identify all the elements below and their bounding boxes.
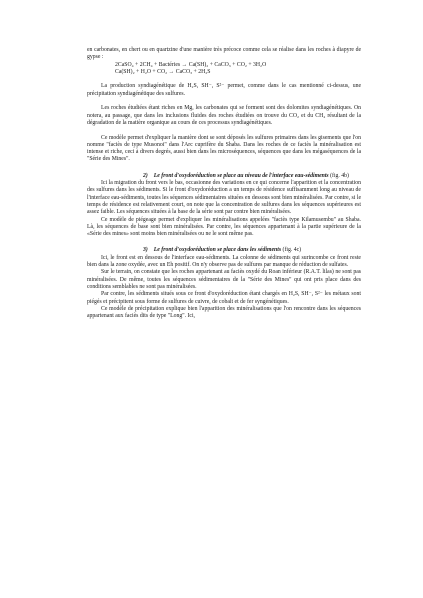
- paragraph-field-observation: Sur le terrain, on constate que les roches appartenant au faciès oxydé du Roan inférieur (R.A.T. lilas) ne sont pas minéralisées. De même, toutes les séquences sédimentaires de la "Série des Mines" qui ont pris place dans des conditions semblables ne sont pas minéralisées.: [87, 269, 361, 290]
- equation-1: 2CaSO₄ + 2CH₄ + Bactéries → Ca(SH)₂ + CaCO₃ + CO₂ + 3H₂O: [115, 61, 267, 68]
- paragraph-musonoi-model: Ce modèle permet d'expliquer la manière dont se sont déposés les sulfures primaires dans les gisements que l'on nomme "faciès de type Musonoi" dans l'Arc cuprifère du Shaba. Dans les roches de ce faciès la minéralisation est intense et riche, ceci à divers degrés, aussi bien dans les microséquences, séquences que dans les mégaséquences de la "Série des Mines".: [87, 134, 361, 163]
- paragraph-h2s-production: La production syndiagénétique de H₂S, SH⁻, S²⁻ permet, comme dans le cas mentionné ci-dessus, une précipitation syndiagénétique des sulfures.: [87, 83, 361, 97]
- figure-ref: (fig. 4c): [281, 247, 302, 254]
- equation-2: Ca(SH)₂ + H₂O + CO₂ → CaCO₃ + 2H₂S: [115, 68, 211, 75]
- paragraph-metal-trapping: Par contre, les sédiments situés sous ce front d'oxydoréduction étant chargés en H₂S, SH⁻, S²⁻ les métaux sont piégés et précipitent sous forme de sulfures de cuivre, de cobalt et de fer syngénétiques.: [87, 291, 361, 305]
- section-title: Le front d'oxydoréduction se place au niveau de l'interface eau-sédiments: [153, 172, 329, 179]
- paragraph-intro: en carbonates, en chert ou en quartzine d'une manière très précoce comme cela se réalise dans les roches à diapyre de gypse :: [87, 47, 361, 61]
- section-heading-2: [87, 173, 361, 180]
- paragraph-long-facies: Ce modèle de précipitation explique bien l'apparition des minéralisations que l'on rencontre dans les séquences appartenant aux faciès dits de type "Long". Ici,: [87, 305, 361, 320]
- section-heading-3: [87, 247, 361, 254]
- section-title: Le front d'oxydoréduction se place dans les sédiments: [153, 247, 282, 254]
- figure-ref: (fig. 4b): [328, 172, 349, 179]
- section-number: 2): [143, 172, 148, 179]
- section-number: 3): [143, 247, 148, 254]
- paragraph-mg-carbonates: Les roches étudiées étant riches en Mg, les carbonates qui se forment sont des dolomites syndiagénétiques. On notera, au passage, que dans les inclusions fluides des roches étudiées on trouve du CO₂ et du CH₄ résultant de la dégradation de la matière organique au cours de ces processus syndiagénétiques.: [87, 105, 361, 126]
- paragraph-kilamusembu-model: Ce modèle de piégeage permet d'expliquer les minéralisations appelées "faciès type Kilamusembu" au Shaba. Là, les séquences de base sont bien minéralisées. Par contre, les séquences appartenant à la partie supérieure de la «Série des mines» sont moins bien minéralisées ou ne le sont même pas.: [87, 216, 361, 238]
- paragraph-oxidized-zone: Ici, le front est en dessous de l'interface eau-sédiments. La colonne de sédiments qui surincombe ce front reste bien dans la zone oxydée, avec un Eh positif. On n'y observe pas de sulfures par manque de réduction de sulfates.: [87, 254, 361, 269]
- paragraph-front-migration: Ici la migration du front vers le bas, occasionne des variations en ce qui concerne l'apparition et la concentration des sulfures dans les sédiments. Si le front d'oxydoréduction a un temps de résidence suffisamment long au niveau de l'interface eau-sédiments, toutes les séquences sédimentaires situées en dessous sont bien minéralisées. Par contre, si le temps de résidence est relativement court, on note que la concentration de sulfures dans les séquences supérieures est assez faible. Les séquences situées à la base de la série sont par contre bien minéralisées.: [87, 180, 361, 216]
